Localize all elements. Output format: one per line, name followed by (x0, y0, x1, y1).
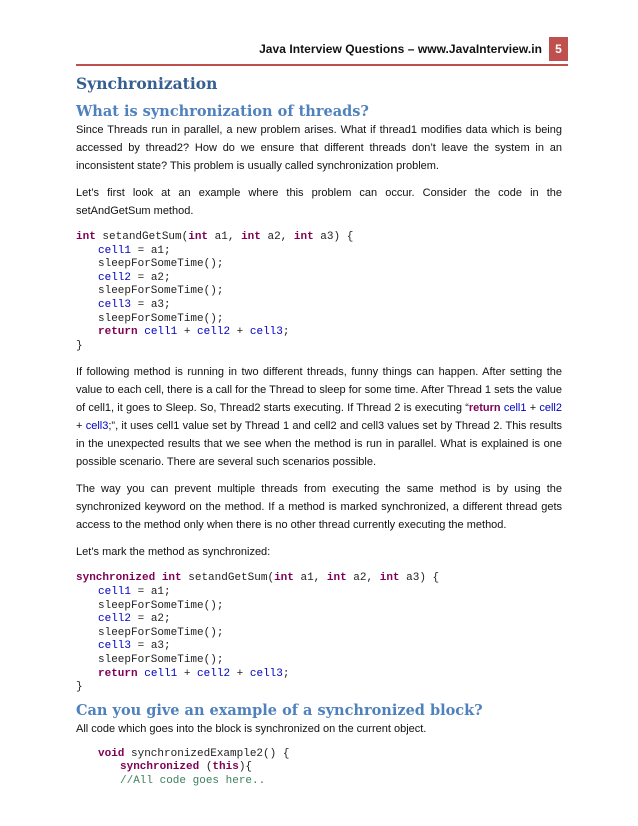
code-line (76, 231, 562, 245)
code-keyword: int (76, 231, 96, 243)
code-field: cell3 (98, 298, 132, 311)
code-text: a1, (208, 231, 242, 243)
code-keyword: this (212, 761, 239, 774)
code-block-unsynchronized (76, 231, 562, 353)
code-field: cell2 (197, 326, 231, 339)
paragraph-threads-parallel: Since Threads run in parallel, a new problem arises. What if thread1 modifies data which is being accessed by thread2? How do we ensure that different threads don’t leave the system in an inconsistent state? This problem is usually called synchronization problem. (76, 124, 562, 172)
code-keyword: return (98, 667, 138, 680)
code-keyword: synchronized (120, 761, 200, 774)
code-text: setandGetSum( (95, 231, 189, 243)
code-line: sleepForSomeTime(); (98, 285, 224, 298)
code-field: cell1 (144, 667, 178, 680)
paragraph-example-intro: Let’s first look at an example where this problem can occur. Consider the code in the setAndGetSum method. (76, 187, 562, 217)
code-field: cell1 (98, 585, 132, 598)
code-text: = a2; (131, 613, 171, 626)
section-title: Synchronization (76, 74, 218, 93)
text-span: + (76, 420, 86, 433)
code-text: a2, (346, 572, 380, 585)
code-line (76, 761, 562, 775)
code-line: sleepForSomeTime(); (98, 258, 224, 271)
paragraph-prevent-threads: The way you can prevent multiple threads from executing the same method is by using the synchronized keyword on the method. If a method is marked synchronized, a different thread gets access to the method only when there is no other thread currently executing the method. (76, 483, 562, 532)
code-keyword: int (241, 231, 261, 243)
code-line (76, 245, 562, 259)
question-2-title: Can you give an example of a synchronized block? (76, 701, 483, 719)
code-line (76, 272, 562, 286)
code-keyword: int (326, 572, 347, 585)
code-field: cell2 (98, 271, 132, 284)
code-semicolon: ; (282, 326, 290, 339)
code-comment: //All code goes here.. (120, 774, 266, 787)
inline-field: cell2 (539, 402, 562, 415)
code-text: a2, (260, 231, 294, 243)
code-field: cell3 (98, 640, 132, 653)
code-line: } (76, 681, 83, 694)
code-keyword: synchronized (76, 572, 156, 585)
code-text: = a2; (131, 271, 171, 284)
paragraph-synchronized-block: All code which goes into the block is synchronized on the current object. (76, 722, 427, 735)
code-keyword: int (161, 572, 182, 585)
code-operator: + (177, 326, 198, 339)
code-block-synchronized (76, 572, 562, 694)
code-keyword: int (188, 231, 209, 243)
code-line: } (76, 339, 83, 352)
code-field: cell3 (249, 326, 283, 339)
code-keyword: void (98, 747, 125, 760)
code-text: = a3; (131, 298, 171, 311)
code-text: a1, (293, 572, 327, 585)
code-keyword: return (98, 326, 138, 339)
code-operator: + (177, 667, 198, 680)
code-line: sleepForSomeTime(); (98, 312, 224, 325)
code-text: = a1; (131, 244, 171, 257)
code-line (76, 640, 562, 654)
code-line: sleepForSomeTime(); (98, 626, 224, 639)
code-line (76, 613, 562, 627)
code-text: a3) { (399, 572, 440, 585)
code-text: = a1; (131, 585, 171, 598)
code-field: cell2 (98, 613, 132, 626)
page-header (76, 34, 568, 66)
code-line: sleepForSomeTime(); (98, 653, 224, 666)
code-text: synchronizedExample2() { (124, 747, 290, 760)
code-text: setandGetSum( (181, 572, 275, 585)
code-keyword: int (379, 572, 400, 585)
code-field: cell1 (144, 326, 178, 339)
code-block-example (76, 748, 562, 789)
inline-field: cell3 (85, 420, 109, 433)
code-line (76, 586, 562, 600)
code-text: ){ (238, 761, 253, 774)
page-content (76, 74, 562, 788)
code-line (76, 572, 562, 586)
code-operator: + (230, 326, 250, 339)
code-semicolon: ; (282, 667, 290, 680)
code-keyword: int (293, 231, 314, 243)
text-span: + (526, 402, 540, 415)
code-keyword: int (274, 572, 294, 585)
inline-keyword: return (468, 402, 501, 415)
code-field: cell1 (98, 244, 132, 257)
paragraph-mark-synchronized: Let’s mark the method as synchronized: (76, 546, 271, 559)
code-space (155, 572, 162, 584)
page-number: 5 (549, 37, 568, 61)
code-line (76, 299, 562, 313)
code-line (76, 748, 562, 762)
text-span: If following method is running in two different threads, funny things can happen. After setting the value to each cell, there is a call for the Thread to sleep for some time. After Thread 1 sets the value of cell1, it goes to Sleep. So, Thread2 starts executing. If Thread 2 is executing “ (76, 366, 562, 415)
code-text: ( (199, 761, 213, 774)
header-title: Java Interview Questions – www.JavaInterview.in (259, 42, 542, 56)
code-operator: + (230, 667, 250, 680)
code-line: sleepForSomeTime(); (98, 599, 224, 612)
code-text: a3) { (313, 231, 354, 243)
question-1-title: What is synchronization of threads? (76, 103, 369, 120)
code-line (76, 326, 562, 340)
code-line (76, 668, 562, 682)
paragraph-funny-things (76, 363, 562, 471)
inline-field: cell1 (503, 402, 527, 415)
code-field: cell2 (197, 667, 231, 680)
text-span: ;”, it uses cell1 value set by Thread 1 and cell2 and cell3 values set by Thread 2. This results in the unexpected results that we see when the method is run in parallel. What is explained is one possible scenario. There are several such scenarios possible. (76, 420, 562, 469)
code-text: = a3; (131, 640, 171, 653)
code-field: cell3 (249, 667, 283, 680)
